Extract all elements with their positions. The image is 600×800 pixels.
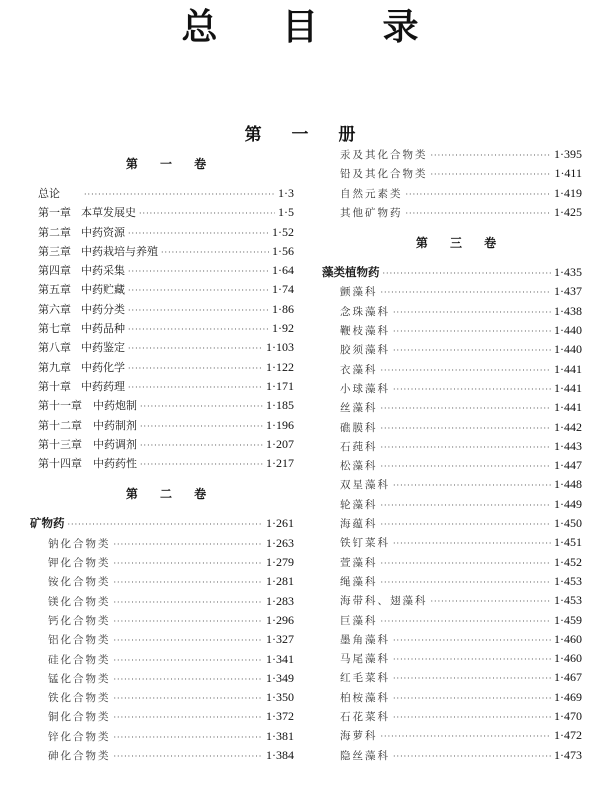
chapter-title: 中药鉴定 <box>81 341 125 355</box>
toc-page-number: 1·171 <box>266 378 294 393</box>
toc-entry-label: 锌化合物类 <box>48 730 111 743</box>
toc-entry[interactable] <box>330 360 582 379</box>
leader-dots <box>128 359 263 378</box>
toc-page-number: 1·349 <box>266 670 294 685</box>
toc-entry-label <box>38 358 125 377</box>
toc-entry[interactable] <box>38 727 294 746</box>
leader-dots <box>381 573 552 592</box>
leader-dots <box>381 399 552 418</box>
toc-entry-label: 镁化合物类 <box>48 595 111 608</box>
toc-entry-label: 钠化合物类 <box>48 537 111 550</box>
toc-entry[interactable] <box>330 630 582 649</box>
toc-entry[interactable] <box>330 282 582 301</box>
toc-entry-label: 铅及其化合物类 <box>340 168 428 181</box>
chapter-number: 第七章 <box>38 322 71 336</box>
chapter-title: 本草发展史 <box>81 206 136 220</box>
toc-entry[interactable] <box>330 379 582 398</box>
toc-entry[interactable] <box>38 223 294 242</box>
toc-entry-label <box>38 242 158 261</box>
toc-entry-label: 墨角藻科 <box>340 633 390 646</box>
toc-entry[interactable] <box>38 358 294 377</box>
toc-page-number: 1·438 <box>554 303 582 318</box>
toc-entry-label: 隐丝藻科 <box>340 749 390 762</box>
toc-entry[interactable] <box>38 435 294 454</box>
toc-entry[interactable] <box>38 650 294 669</box>
section-heading-vol3: 第 三 卷 <box>415 236 506 251</box>
toc-entry-label: 自然元素类 <box>340 187 403 200</box>
toc-left-column <box>30 155 294 765</box>
toc-entry[interactable] <box>38 669 294 688</box>
toc-page-number: 1·435 <box>554 265 582 280</box>
toc-entry[interactable] <box>330 591 582 610</box>
toc-entry[interactable] <box>38 611 294 630</box>
toc-entry-label <box>38 300 125 319</box>
toc-entry[interactable] <box>38 572 294 591</box>
toc-entry[interactable] <box>330 533 582 552</box>
toc-page-number: 1·92 <box>272 321 294 336</box>
toc-entry-label: 念珠藻科 <box>340 305 390 318</box>
toc-page-number: 1·425 <box>554 204 582 219</box>
leader-dots <box>114 708 264 727</box>
leader-dots <box>393 669 551 688</box>
toc-entry-label: 铝化合物类 <box>48 634 111 647</box>
toc-entry[interactable] <box>38 630 294 649</box>
toc-category-algae[interactable] <box>322 263 582 282</box>
toc-entry[interactable] <box>38 280 294 299</box>
toc-page-number: 1·103 <box>266 340 294 355</box>
leader-dots <box>140 397 263 416</box>
toc-entry-label <box>38 223 125 242</box>
toc-entry-label: 铁钉菜科 <box>340 537 390 550</box>
leader-dots <box>393 380 551 399</box>
toc-page-number: 1·395 <box>554 147 582 161</box>
toc-entry-label: 石莼科 <box>340 440 378 453</box>
toc-entry[interactable] <box>330 746 582 765</box>
toc-page-number: 1·372 <box>266 709 294 724</box>
toc-entry[interactable] <box>330 418 582 437</box>
chapter-number: 第二章 <box>38 225 71 239</box>
leader-dots <box>431 592 552 611</box>
toc-entry-label: 海带科、翅藻科 <box>340 595 428 608</box>
toc-entry-label: 松藻科 <box>340 460 378 473</box>
chapter-title: 中药炮制 <box>93 399 137 413</box>
toc-entry-label <box>38 377 125 396</box>
toc-entry[interactable] <box>38 454 294 473</box>
toc-page-number: 1·350 <box>266 690 294 705</box>
leader-dots <box>114 670 264 689</box>
leader-dots <box>139 204 275 223</box>
toc-entry-label: 巨藻科 <box>340 614 378 627</box>
toc-category-mineral[interactable] <box>30 514 294 533</box>
chapter-number: 总论 <box>38 187 60 200</box>
chapter-title: 中药制剂 <box>93 418 137 432</box>
toc-page-number: 1·283 <box>266 593 294 608</box>
toc-entry-label: 锰化合物类 <box>48 672 111 685</box>
page-title: 总 目 录 <box>181 7 445 48</box>
chapter-number: 第十一章 <box>38 399 82 413</box>
leader-dots <box>393 534 551 553</box>
leader-dots <box>128 301 269 320</box>
toc-page-number: 1·341 <box>266 651 294 666</box>
toc-page-number: 1·443 <box>554 438 582 453</box>
leader-dots <box>393 476 551 495</box>
leader-dots <box>381 457 552 476</box>
toc-page-number: 1·327 <box>266 632 294 647</box>
toc-entry-label: 硅化合物类 <box>48 653 111 666</box>
toc-entry-label: 海蕴科 <box>340 518 378 531</box>
toc-page-number: 1·196 <box>266 417 294 432</box>
chapter-title: 中药贮藏 <box>81 283 125 297</box>
toc-entry[interactable] <box>330 184 582 203</box>
leader-dots <box>114 689 264 708</box>
toc-entry[interactable] <box>330 707 582 726</box>
leader-dots <box>393 322 551 341</box>
chapter-number: 第三章 <box>38 244 71 258</box>
toc-entry-label: 铵化合物类 <box>48 576 111 589</box>
toc-page-number: 1·437 <box>554 284 582 299</box>
leader-dots <box>128 378 263 397</box>
leader-dots <box>84 185 275 204</box>
leader-dots <box>128 281 269 300</box>
toc-entry-label <box>38 203 136 222</box>
toc-entry[interactable] <box>330 164 582 183</box>
chapter-number: 第十二章 <box>38 418 82 432</box>
toc-entry[interactable] <box>330 553 582 572</box>
leader-dots <box>381 515 552 534</box>
toc-list-vol2-continued <box>330 145 582 222</box>
toc-entry[interactable] <box>38 688 294 707</box>
toc-entry-label: 钙化合物类 <box>48 614 111 627</box>
toc-entry-label: 颤藻科 <box>340 286 378 299</box>
toc-entry[interactable] <box>330 437 582 456</box>
toc-entry[interactable] <box>330 203 582 222</box>
toc-page-number: 1·450 <box>554 516 582 531</box>
chapter-number: 第五章 <box>38 283 71 297</box>
leader-dots <box>114 651 264 670</box>
toc-entry[interactable] <box>330 649 582 668</box>
toc-page-number: 1·384 <box>266 748 294 763</box>
toc-page-number: 1·447 <box>554 458 582 473</box>
toc-entry-label <box>38 416 137 435</box>
volume-heading: 第 一 册 <box>244 125 368 145</box>
leader-dots <box>114 573 264 592</box>
leader-dots <box>381 612 552 631</box>
toc-list-vol1 <box>38 184 294 473</box>
leader-dots <box>114 728 264 747</box>
toc-entry-label: 马尾藻科 <box>340 653 390 666</box>
leader-dots <box>128 262 269 281</box>
leader-dots <box>381 438 552 457</box>
toc-page-number: 1·122 <box>266 359 294 374</box>
toc-entry[interactable] <box>38 592 294 611</box>
toc-page-number: 1·263 <box>266 535 294 550</box>
toc-page-number: 1·296 <box>266 612 294 627</box>
toc-entry-label: 萱藻科 <box>340 556 378 569</box>
toc-entry[interactable] <box>38 553 294 572</box>
toc-page-number: 1·441 <box>554 400 582 415</box>
toc-entry-label: 藻类植物药 <box>322 265 380 280</box>
toc-page-number: 1·459 <box>554 612 582 627</box>
toc-page-number: 1·441 <box>554 380 582 395</box>
toc-entry-label: 轮藻科 <box>340 498 378 511</box>
toc-page-number: 1·448 <box>554 477 582 492</box>
toc-page-number: 1·74 <box>272 282 294 297</box>
leader-dots <box>406 204 552 223</box>
toc-page-number: 1·452 <box>554 554 582 569</box>
toc-entry[interactable] <box>330 398 582 417</box>
toc-entry[interactable] <box>38 203 294 222</box>
toc-entry[interactable] <box>38 416 294 435</box>
chapter-title: 中药药性 <box>93 457 137 471</box>
toc-entry[interactable] <box>330 321 582 340</box>
toc-entry[interactable] <box>330 302 582 321</box>
toc-page-number: 1·441 <box>554 361 582 376</box>
leader-dots <box>393 650 551 669</box>
leader-dots <box>431 165 552 184</box>
toc-page-number: 1·217 <box>266 456 294 471</box>
leader-dots <box>431 146 552 165</box>
toc-entry-label: 铜化合物类 <box>48 711 111 724</box>
toc-page-number: 1·451 <box>554 535 582 550</box>
toc-page-number: 1·52 <box>272 224 294 239</box>
leader-dots <box>381 419 552 438</box>
leader-dots <box>140 436 263 455</box>
toc-page-number: 1·86 <box>272 301 294 316</box>
toc-entry-label <box>38 184 81 203</box>
leader-dots <box>114 554 264 573</box>
leader-dots <box>381 554 552 573</box>
chapter-title: 中药栽培与养殖 <box>81 244 158 258</box>
toc-entry[interactable] <box>330 145 582 164</box>
toc-page-number: 1·440 <box>554 323 582 338</box>
chapter-number: 第十章 <box>38 379 71 393</box>
chapter-number: 第九章 <box>38 360 71 374</box>
toc-page-number: 1·470 <box>554 709 582 724</box>
toc-entry[interactable] <box>330 495 582 514</box>
leader-dots <box>114 631 264 650</box>
leader-dots <box>381 283 552 302</box>
leader-dots <box>393 689 551 708</box>
chapter-number: 第六章 <box>38 302 71 316</box>
toc-entry-label: 衣藻科 <box>340 363 378 376</box>
leader-dots <box>128 224 269 243</box>
chapter-number: 第十三章 <box>38 437 82 451</box>
toc-entry[interactable] <box>38 338 294 357</box>
toc-page-number: 1·56 <box>272 243 294 258</box>
toc-entry[interactable] <box>330 340 582 359</box>
toc-entry-label: 礁膜科 <box>340 421 378 434</box>
toc-entry-label <box>38 435 137 454</box>
toc-page-number: 1·460 <box>554 651 582 666</box>
toc-entry-label <box>38 261 125 280</box>
toc-page-number: 1·3 <box>278 186 294 200</box>
toc-entry[interactable] <box>330 726 582 745</box>
toc-page-number: 1·281 <box>266 574 294 589</box>
toc-page-number: 1·261 <box>266 516 294 531</box>
toc-list-vol2 <box>38 534 294 766</box>
toc-page-number: 1·469 <box>554 689 582 704</box>
toc-entry-label <box>38 319 125 338</box>
toc-entry[interactable] <box>38 746 294 765</box>
toc-page-number: 1·419 <box>554 185 582 200</box>
toc-entry-label: 钾化合物类 <box>48 557 111 570</box>
leader-dots <box>393 747 551 766</box>
chapter-number: 第八章 <box>38 341 71 355</box>
toc-page-number: 1·460 <box>554 631 582 646</box>
leader-dots <box>393 631 551 650</box>
leader-dots <box>140 455 263 474</box>
toc-entry-label: 矿物药 <box>30 516 65 531</box>
toc-entry[interactable] <box>330 572 582 591</box>
chapter-title: 中药资源 <box>81 225 125 239</box>
chapter-title: 中药化学 <box>81 360 125 374</box>
toc-entry[interactable] <box>38 261 294 280</box>
leader-dots <box>114 612 264 631</box>
toc-page-number: 1·473 <box>554 747 582 762</box>
toc-entry[interactable] <box>38 707 294 726</box>
section-heading-vol1: 第 一 卷 <box>125 157 216 171</box>
leader-dots <box>393 341 551 360</box>
toc-right-column <box>322 145 582 765</box>
toc-page-number: 1·381 <box>266 728 294 743</box>
chapter-title: 中药药理 <box>81 379 125 393</box>
toc-entry-label: 铁化合物类 <box>48 692 111 705</box>
leader-dots <box>393 708 551 727</box>
toc-entry-label <box>38 280 125 299</box>
leader-dots <box>68 515 264 534</box>
toc-entry-label <box>38 454 137 473</box>
leader-dots <box>114 535 264 554</box>
toc-entry-label: 双星藻科 <box>340 479 390 492</box>
toc-page-number: 1·411 <box>554 166 582 181</box>
leader-dots <box>161 243 269 262</box>
leader-dots <box>128 320 269 339</box>
toc-entry[interactable] <box>330 688 582 707</box>
toc-entry[interactable] <box>330 611 582 630</box>
toc-entry[interactable] <box>38 534 294 553</box>
toc-page-number: 1·453 <box>554 593 582 608</box>
toc-entry[interactable] <box>330 475 582 494</box>
toc-entry-label: 丝藻科 <box>340 402 378 415</box>
toc-page-number: 1·440 <box>554 342 582 357</box>
chapter-number: 第四章 <box>38 264 71 278</box>
toc-entry[interactable] <box>38 396 294 415</box>
toc-list-vol3 <box>330 282 582 764</box>
leader-dots <box>381 496 552 515</box>
toc-entry[interactable] <box>330 456 582 475</box>
toc-entry-label: 砷化合物类 <box>48 750 111 763</box>
toc-entry-label <box>38 338 125 357</box>
leader-dots <box>381 361 552 380</box>
toc-page-number: 1·64 <box>272 263 294 278</box>
toc-entry-label: 其他矿物药 <box>340 206 403 219</box>
toc-entry-label: 石花菜科 <box>340 711 390 724</box>
toc-page-number: 1·5 <box>278 205 294 220</box>
toc-entry-label: 柏桉藻科 <box>340 691 390 704</box>
toc-page-number: 1·449 <box>554 496 582 511</box>
toc-entry-label: 海萝科 <box>340 730 378 743</box>
toc-entry-label: 绳藻科 <box>340 575 378 588</box>
chapter-title: 中药采集 <box>81 264 125 278</box>
toc-page-number: 1·472 <box>554 728 582 743</box>
toc-entry[interactable] <box>38 377 294 396</box>
leader-dots <box>393 303 551 322</box>
toc-entry[interactable] <box>38 319 294 338</box>
toc-page-number: 1·467 <box>554 670 582 685</box>
leader-dots <box>140 417 263 436</box>
toc-entry[interactable] <box>38 242 294 261</box>
toc-page-number: 1·442 <box>554 419 582 434</box>
toc-entry[interactable] <box>330 668 582 687</box>
chapter-title: 中药品种 <box>81 322 125 336</box>
leader-dots <box>383 264 552 283</box>
toc-entry-label: 胶须藻科 <box>340 344 390 357</box>
toc-entry[interactable] <box>330 514 582 533</box>
chapter-title: 中药分类 <box>81 302 125 316</box>
toc-entry-label: 小球藻科 <box>340 382 390 395</box>
toc-page-number: 1·453 <box>554 573 582 588</box>
toc-entry[interactable] <box>38 300 294 319</box>
toc-page-number: 1·279 <box>266 555 294 570</box>
toc-entry-label: 鞭枝藻科 <box>340 325 390 338</box>
toc-entry-label <box>38 396 137 415</box>
toc-entry[interactable] <box>38 184 294 203</box>
toc-entry-label: 红毛菜科 <box>340 672 390 685</box>
chapter-number: 第十四章 <box>38 457 82 471</box>
toc-entry-label: 汞及其化合物类 <box>340 149 428 161</box>
section-heading-vol2: 第 二 卷 <box>125 487 216 502</box>
chapter-number: 第一章 <box>38 206 71 220</box>
leader-dots <box>128 339 263 358</box>
toc-page-number: 1·185 <box>266 398 294 413</box>
leader-dots <box>114 593 264 612</box>
leader-dots <box>114 747 264 766</box>
leader-dots <box>381 727 552 746</box>
toc-page-number: 1·207 <box>266 436 294 451</box>
leader-dots <box>406 185 552 204</box>
chapter-title: 中药调剂 <box>93 437 137 451</box>
